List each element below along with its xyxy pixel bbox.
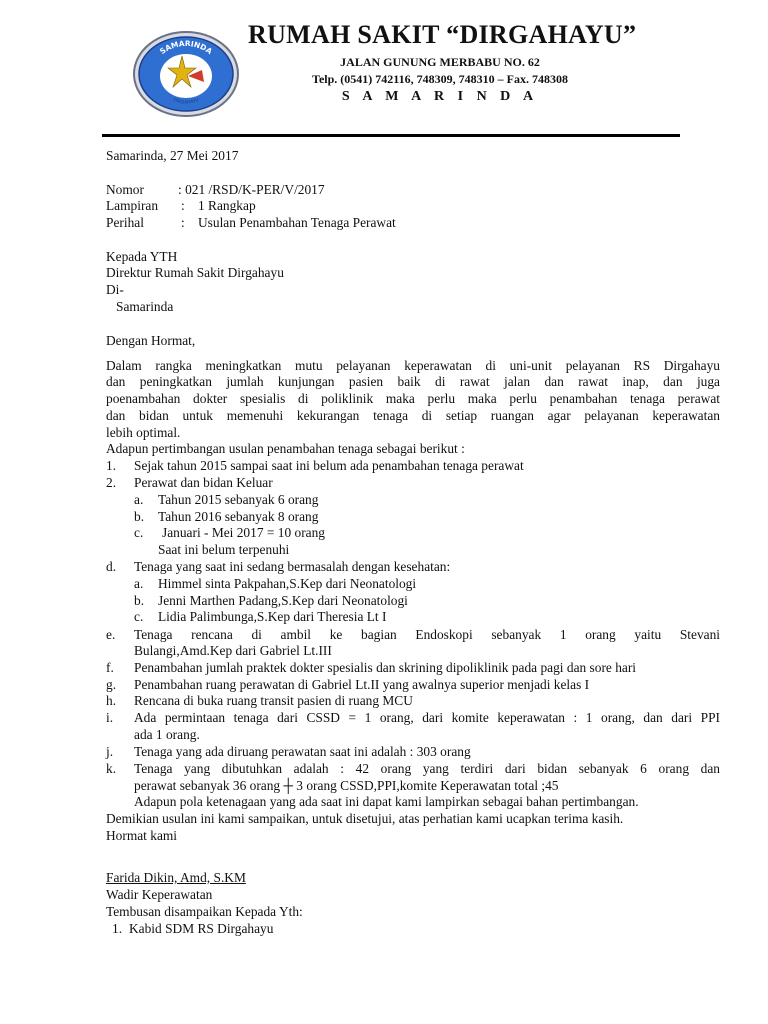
list-number: 1.	[106, 458, 117, 473]
signer-title: Wadir Keperawatan	[106, 887, 213, 902]
cc-label: Tembusan disampaikan Kepada Yth:	[106, 904, 303, 919]
sublist-letter: a.	[134, 576, 144, 591]
list-letter: i.	[106, 710, 114, 725]
sublist-letter: b.	[134, 593, 145, 608]
list-item-cont: ada 1 orang.	[134, 727, 200, 742]
hospital-name: RUMAH SAKIT “DIRGAHAYU”	[248, 20, 637, 49]
perihal-colon: :	[181, 215, 185, 230]
cc-item: Kabid SDM RS Dirgahayu	[129, 921, 274, 936]
sublist-item: Tahun 2015 sebanyak 6 orang	[158, 492, 319, 507]
list-letter: g.	[106, 677, 117, 692]
sublist-letter: c.	[134, 525, 144, 540]
list-item: Sejak tahun 2015 sampai saat ini belum ada penambahan tenaga perawat	[134, 458, 524, 473]
signer-name: Farida Dikin, Amd, S.KM	[106, 870, 246, 885]
consideration-text: Adapun pertimbangan usulan penambahan tenaga sebagai berikut :	[106, 441, 465, 456]
list-item: Perawat dan bidan Keluar	[134, 475, 273, 490]
list-item: Tenaga yang saat ini sedang bermasalah dengan kesehatan:	[134, 559, 451, 574]
nomor-label: Nomor	[106, 182, 144, 197]
sublist-item: Himmel sinta Pakpahan,S.Kep dari Neonatologi	[158, 576, 417, 591]
list-item: Tenaga yang ada diruang perawatan saat ini adalah : 303 orang	[134, 744, 471, 759]
list-item: Tenaga rencana di ambil ke bagian Endoskopi sebanyak 1 orang yaitu Stevani	[134, 627, 720, 642]
perihal-label: Perihal	[106, 215, 144, 230]
hospital-address: JALAN GUNUNG MERBABU NO. 62	[340, 55, 540, 69]
svg-text:DIRGAHAYU: DIRGAHAYU	[172, 97, 200, 106]
list-letter: k.	[106, 761, 117, 776]
intro-line: lebih optimal.	[106, 425, 181, 440]
list-item-cont: Bulangi,Amd.Kep dari Gabriel Lt.III	[134, 643, 332, 658]
sublist-item: Tahun 2016 sebanyak 8 orang	[158, 509, 319, 524]
list-letter: f.	[106, 660, 114, 675]
intro-line: dan bidan untuk memenuhi kekurangan tenaga di setiap ruangan agar pelayanan keperawatan	[106, 408, 720, 423]
svg-text:SAMARINDA: SAMARINDA	[158, 38, 214, 57]
hospital-city: S A M A R I N D A	[341, 89, 539, 104]
list-item: Penambahan jumlah praktek dokter spesialis dan skrining dipoliklinik pada pagi dan sore hari	[134, 660, 637, 675]
list-item: Rencana di buka ruang transit pasien di ruang MCU	[134, 693, 413, 708]
letterhead-divider	[102, 134, 680, 137]
list-item: Penambahan ruang perawatan di Gabriel Lt.II yang awalnya superior menjadi kelas I	[134, 677, 590, 692]
intro-line: Dalam rangka meningkatkan mutu pelayanan keperawatan di uni-unit pelayanan RS Dirgahayu	[106, 358, 720, 373]
nomor-value: : 021 /RSD/K-PER/V/2017	[178, 182, 325, 197]
recipient-line: Kepada YTH	[106, 249, 178, 264]
list-item-cont: perawat sebanyak 36 orang ┼ 3 orang CSSD,PPI,komite Keperawatan total ;45	[134, 778, 559, 793]
list-letter: e.	[106, 627, 116, 642]
sublist-letter: c.	[134, 609, 144, 624]
intro-line: poenambahan dokter spesialis di poliklinik maka perlu maka perlu penambahan tenaga perawat	[106, 391, 720, 406]
lampiran-value: 1 Rangkap	[198, 198, 256, 213]
list-number: 2.	[106, 475, 117, 490]
list-letter: j.	[106, 744, 114, 759]
recipient-line: Di-	[106, 282, 124, 297]
sublist-letter: b.	[134, 509, 145, 524]
list-letter: d.	[106, 559, 117, 574]
closing-text: Demikian usulan ini kami sampaikan, untuk disetujui, atas perhatian kami ucapkan terima kasih.	[106, 811, 624, 826]
letter-date: Samarinda, 27 Mei 2017	[106, 148, 239, 163]
sublist-item: Lidia Palimbunga,S.Kep dari Theresia Lt I	[158, 609, 387, 624]
lampiran-label: Lampiran	[106, 198, 159, 213]
cc-number: 1.	[112, 921, 123, 936]
recipient-line: Samarinda	[116, 299, 174, 314]
sublist-note: Saat ini belum terpenuhi	[158, 542, 290, 557]
intro-line: dan peningkatkan jumlah kunjungan pasien baik di rawat jalan dan rawat inap, dan juga	[106, 374, 720, 389]
list-item: Tenaga yang dibutuhkan adalah : 42 orang yang terdiri dari bidan sebanyak 6 orang dan	[134, 761, 720, 776]
sublist-letter: a.	[134, 492, 144, 507]
sublist-item: Januari - Mei 2017 = 10 orang	[162, 525, 325, 540]
hospital-logo	[132, 30, 240, 118]
sublist-item: Jenni Marthen Padang,S.Kep dari Neonatologi	[158, 593, 408, 608]
hospital-phone: Telp. (0541) 742116, 748309, 748310 – Fax. 748308	[312, 72, 568, 86]
regards-text: Hormat kami	[106, 828, 178, 843]
attachment-note: Adapun pola ketenagaan yang ada saat ini dapat kami lampirkan sebagai bahan pertimbangan.	[134, 794, 639, 809]
list-letter: h.	[106, 693, 117, 708]
lampiran-colon: :	[181, 198, 185, 213]
greeting: Dengan Hormat,	[106, 333, 196, 348]
perihal-value: Usulan Penambahan Tenaga Perawat	[198, 215, 396, 230]
list-item: Ada permintaan tenaga dari CSSD = 1 orang, dari komite keperawatan : 1 orang, dan dari PPI	[134, 710, 720, 725]
recipient-line: Direktur Rumah Sakit Dirgahayu	[106, 265, 284, 280]
